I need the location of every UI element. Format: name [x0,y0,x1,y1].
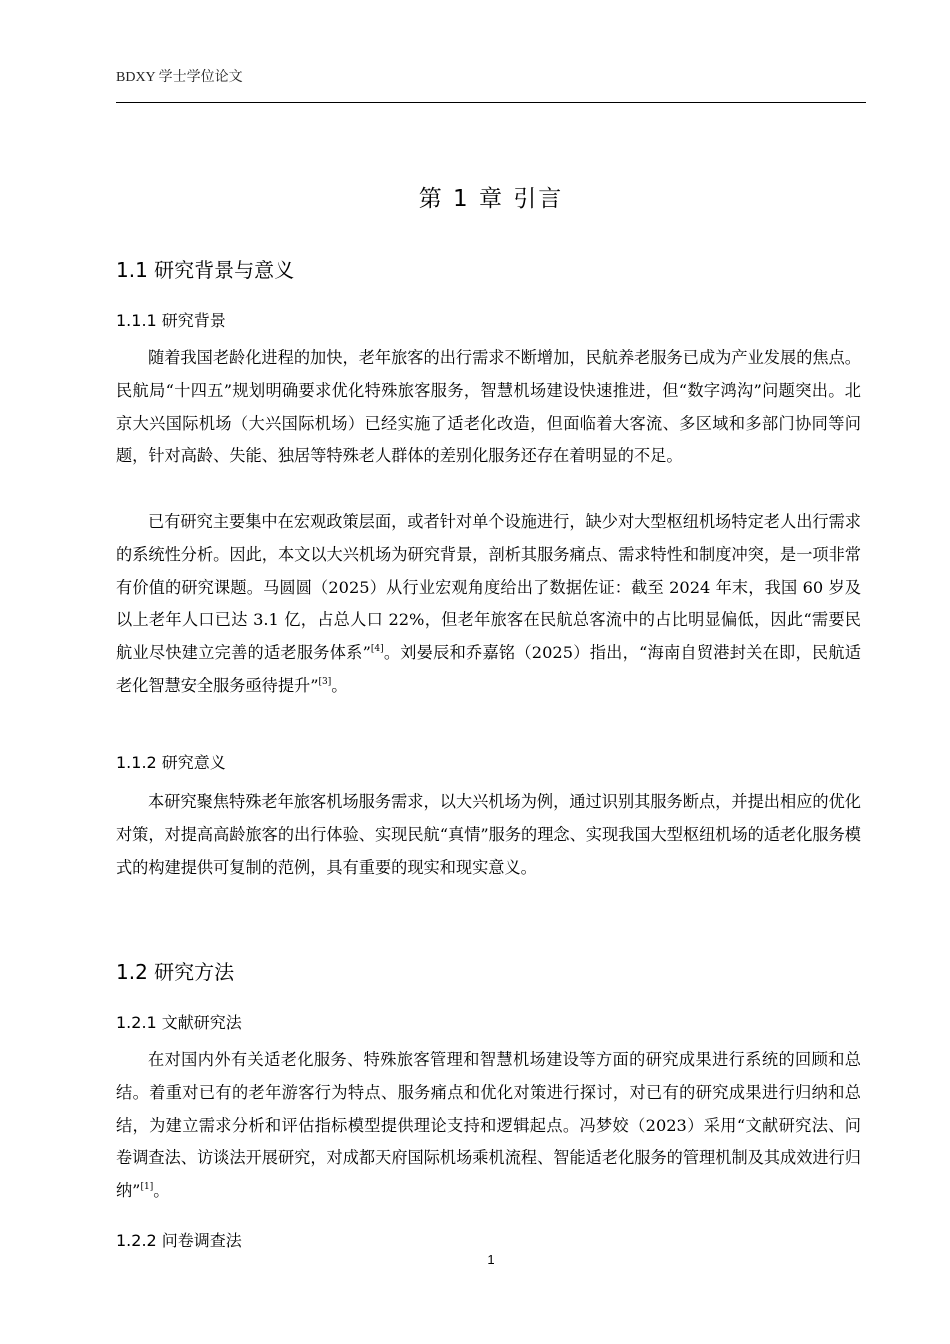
paragraph-text: 。 [331,675,348,695]
chapter-title: 第 1 章 引言 [418,186,564,212]
subsection-heading-1-2-2: 1.2.2 问卷调查法 [116,1231,242,1250]
paragraph-text: 已有研究主要集中在宏观政策层面，或者针对单个设施进行，缺少对大型枢纽机场特定老人出行需求的系统性分析。因此，本文以大兴机场为研究背景，剖析其服务痛点、需求特性和制度冲突，是一项非常有价值的研究课题。马圆圆（2025）从行业宏观角度给出了数据佐证：截至 2024 年末，我国 60 岁及以上老年人口已达 3.1 亿，占总人口 22%，但老年旅客在民航总客流中的占比明显偏低，因此“需要民航业尽快建立完善的适老服务体系” [116,512,861,663]
section-heading-1-2: 1.2 研究方法 [116,960,235,984]
citation-ref: [1] [140,1182,154,1193]
paragraph-text: 。刘晏辰和乔嘉铭（2025）指出，“海南自贸港封关在即，民航适老化智慧安全服务亟待提升” [116,643,861,695]
section-heading-1-1: 1.1 研究背景与意义 [116,258,295,282]
paragraph-text: 在对国内外有关适老化服务、特殊旅客管理和智慧机场建设等方面的研究成果进行系统的回顾和总结。着重对已有的老年游客行为特点、服务痛点和优化对策进行探讨，对已有的研究成果进行归纳和总结，为建立需求分析和评估指标模型提供理论支持和逻辑起点。冯梦姣（2023）采用“文献研究法、问卷调查法、访谈法开展研究，对成都天府国际机场乘机流程、智能适老化服务的管理机制及其成效进行归纳” [116,1050,861,1201]
paragraph-significance: 本研究聚焦特殊老年旅客机场服务需求，以大兴机场为例，通过识别其服务断点，并提出相应的优化对策，对提高高龄旅客的出行体验、实现民航“真情”服务的理念、实现我国大型枢纽机场的适老化服务模式的构建提供可复制的范例，具有重要的现实和现实意义。 [116,792,861,877]
paragraph-text: 。 [153,1181,170,1201]
paragraph-background-2 [116,506,861,703]
paragraph-background-1: 随着我国老龄化进程的加快，老年旅客的出行需求不断增加，民航养老服务已成为产业发展的焦点。民航局“十四五”规划明确要求优化特殊旅客服务，智慧机场建设快速推进，但“数字鸿沟”问题突出。北京大兴国际机场（大兴国际机场）已经实施了适老化改造，但面临着大客流、多区域和多部门协同等问题，针对高龄、失能、独居等特殊老人群体的差别化服务还存在着明显的不足。 [116,348,861,466]
citation-ref: [4] [370,644,384,655]
header-divider [116,102,866,103]
paragraph-literature-method [116,1044,861,1208]
subsection-heading-1-1-1: 1.1.1 研究背景 [116,311,226,330]
citation-ref: [3] [318,676,332,687]
page-number: 1 [487,1252,495,1267]
subsection-heading-1-2-1: 1.2.1 文献研究法 [116,1013,242,1032]
running-header: BDXY 学士学位论文 [116,70,243,85]
subsection-heading-1-1-2: 1.1.2 研究意义 [116,753,226,772]
